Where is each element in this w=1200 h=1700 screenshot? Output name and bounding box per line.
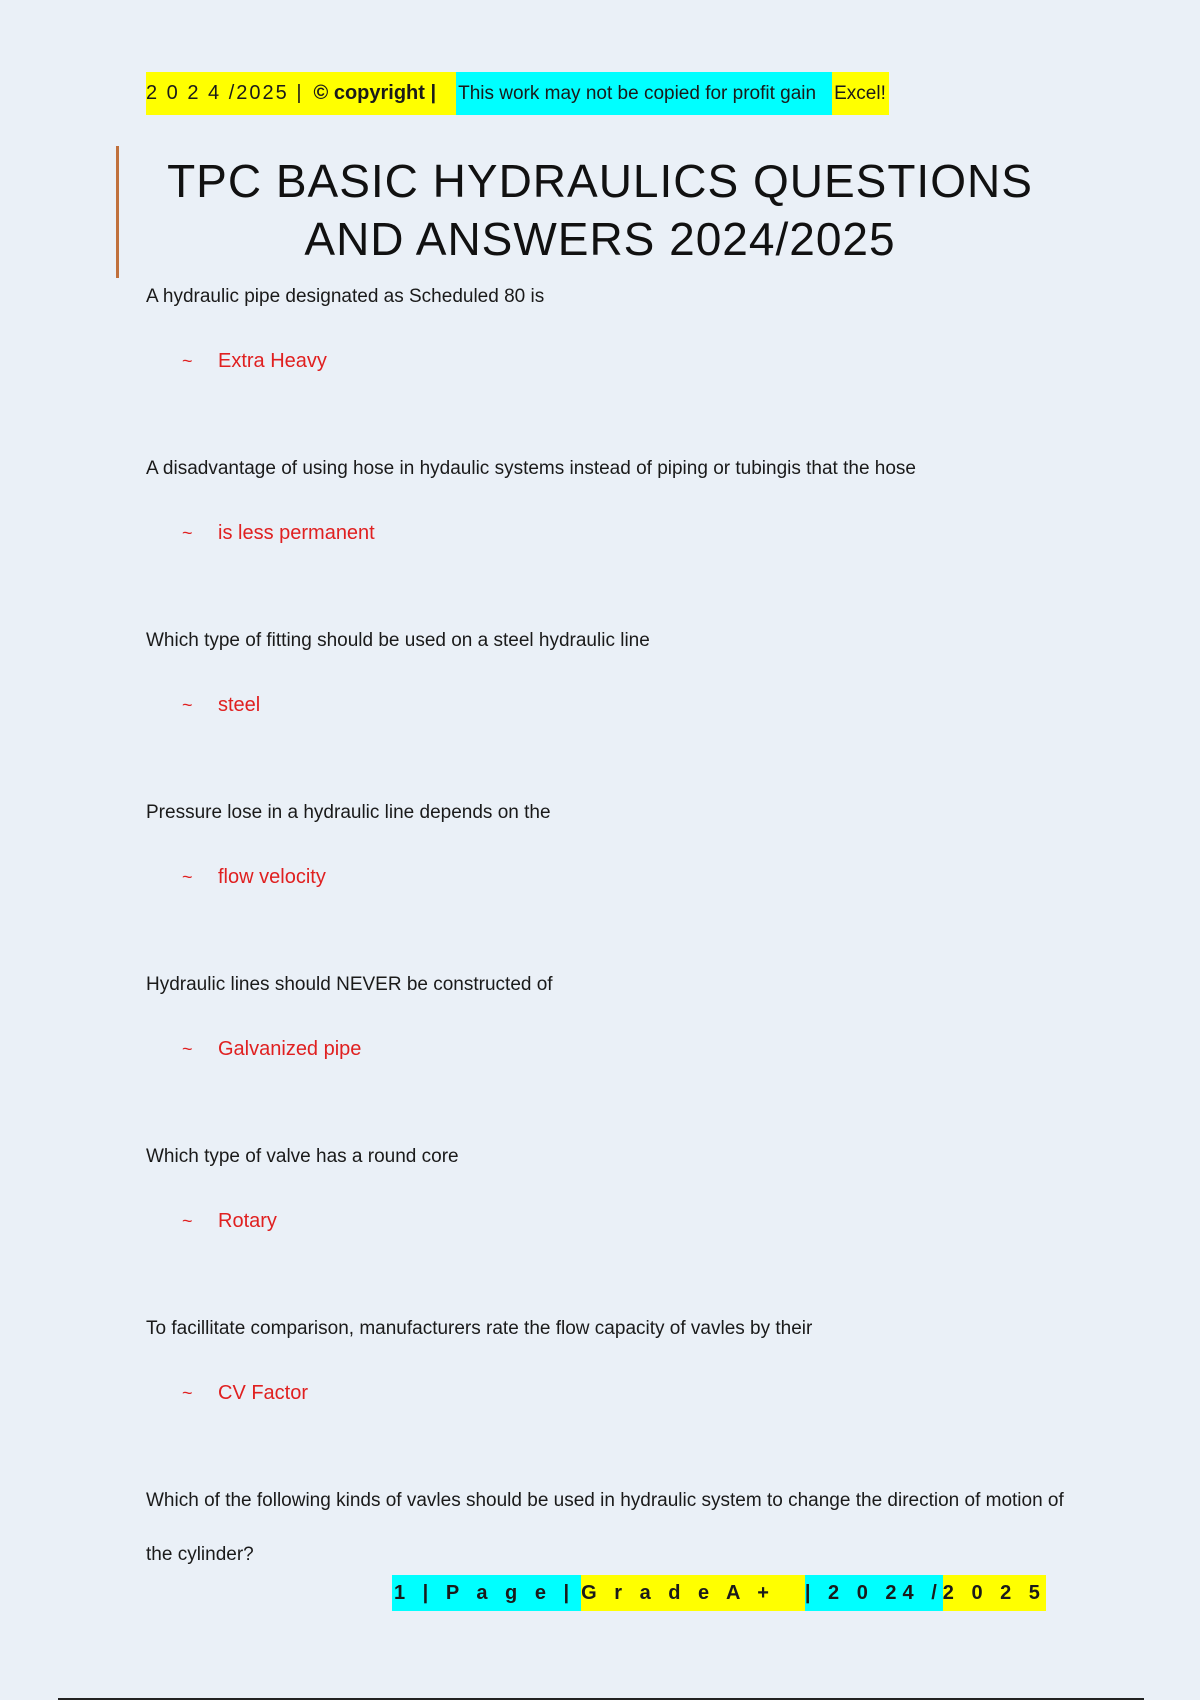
header-excel: Excel! xyxy=(832,72,889,115)
question-text: Which of the following kinds of vavles should be used in hydraulic system to change the direction of motion of the cylinder? xyxy=(146,1490,1064,1565)
question-text: Which type of valve has a round core xyxy=(146,1146,459,1167)
qa-item xyxy=(146,442,1076,550)
title-accent-bar xyxy=(116,146,119,278)
title-line-2: AND ANSWERS 2024/2025 xyxy=(304,213,896,265)
answer-marker: ~ xyxy=(182,1210,193,1231)
footer-page-number: 1 | P a g e | xyxy=(392,1575,581,1611)
header-strip xyxy=(146,72,889,115)
answer-marker: ~ xyxy=(182,694,193,715)
question-text: A disadvantage of using hose in hydaulic systems instead of piping or tubingis that the hose xyxy=(146,458,916,479)
qa-item xyxy=(146,1302,1076,1410)
answer-row xyxy=(146,1376,1076,1410)
answer-marker: ~ xyxy=(182,522,193,543)
title-line-1: TPC BASIC HYDRAULICS QUESTIONS xyxy=(167,155,1033,207)
qa-item xyxy=(146,958,1076,1066)
answer-row xyxy=(146,516,1076,550)
qa-item xyxy=(146,1130,1076,1238)
answer-row xyxy=(146,344,1076,378)
answer-marker: ~ xyxy=(182,1038,193,1059)
header-copyright: © copyright | xyxy=(304,72,457,115)
document-title xyxy=(150,152,1050,268)
question-text: Pressure lose in a hydraulic line depends on the xyxy=(146,802,551,823)
question-text: Hydraulic lines should NEVER be constructed of xyxy=(146,974,553,995)
answer-text: Rotary xyxy=(218,1209,277,1232)
footer-grade: G r a d e A + xyxy=(581,1575,805,1611)
footer-year-part2: 2 0 2 5 xyxy=(943,1575,1046,1611)
question-text: A hydraulic pipe designated as Scheduled 80 is xyxy=(146,286,545,307)
qa-item xyxy=(146,270,1076,378)
answer-text: steel xyxy=(218,693,261,716)
qa-item xyxy=(146,786,1076,894)
answer-text: Extra Heavy xyxy=(218,349,327,372)
answer-marker: ~ xyxy=(182,866,193,887)
answer-row xyxy=(146,860,1076,894)
question-text: Which type of fitting should be used on a steel hydraulic line xyxy=(146,630,650,651)
footer-year-part1: | 2 0 24 / xyxy=(805,1575,943,1611)
answer-row xyxy=(146,1032,1076,1066)
answer-marker: ~ xyxy=(182,350,193,371)
answer-text: Galvanized pipe xyxy=(218,1037,362,1060)
answer-text: CV Factor xyxy=(218,1381,309,1404)
page-footer xyxy=(392,1575,1046,1611)
qa-item xyxy=(146,614,1076,722)
qa-item xyxy=(146,1474,1076,1582)
answer-row xyxy=(146,1204,1076,1238)
answer-marker: ~ xyxy=(182,1382,193,1403)
answer-row xyxy=(146,688,1076,722)
answer-text: flow velocity xyxy=(218,865,326,888)
answer-text: is less permanent xyxy=(218,521,375,544)
question-text: To facillitate comparison, manufacturers rate the flow capacity of vavles by their xyxy=(146,1318,813,1339)
qa-list xyxy=(146,270,1076,1582)
header-year: 2 0 2 4 /2025 | xyxy=(146,72,304,115)
header-notice: This work may not be copied for profit gain xyxy=(456,72,832,115)
